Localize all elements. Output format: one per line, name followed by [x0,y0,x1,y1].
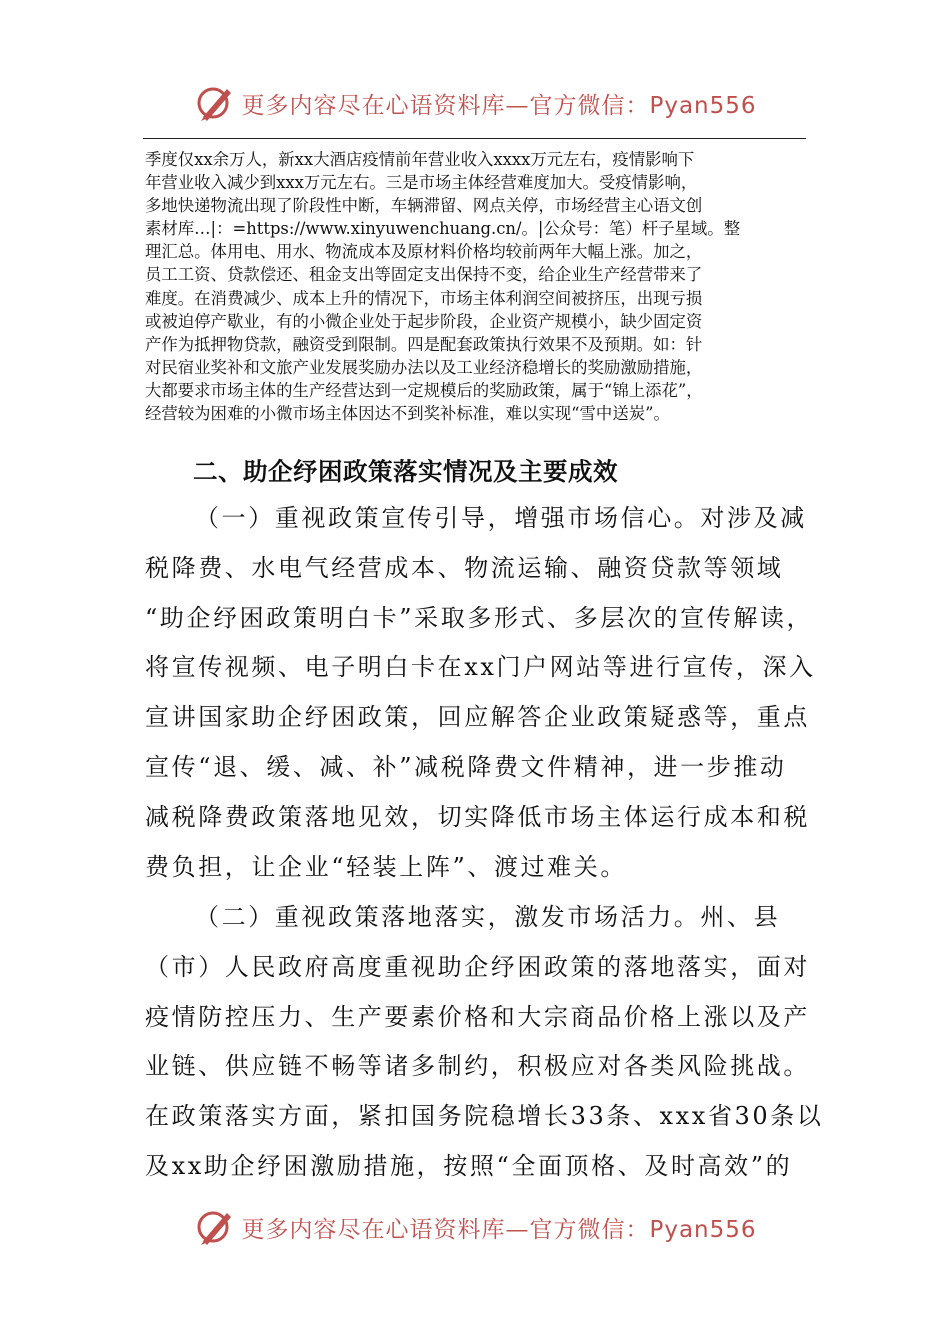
text-line: （二）重视政策落地落实，激发市场活力。州、县 [195,903,781,931]
text-line: 税降费、水电气经营成本、物流运输、融资贷款等领域 [145,553,784,582]
text-line: 大都要求市场主体的生产经营达到一定规模后的奖励政策，属于“锦上添花”， [145,380,703,400]
text-line: 产作为抵押物贷款，融资受到限制。四是配套政策执行效果不及预期。如：针 [145,334,703,354]
text-line: 难度。在消费减少、成本上升的情况下，市场主体利润空间被挤压，出现亏损 [145,288,703,308]
text-line: 业链、供应链不畅等诸多制约，积极应对各类风险挑战。 [145,1052,810,1081]
text-line: “助企纾困政策明白卡”采取多形式、多层次的宣传解读， [145,603,814,632]
text-line: 宣传“退、缓、减、补”减税降费文件精神，进一步推动 [145,752,787,781]
header-divider [143,138,806,139]
banner-text: 更多内容尽在心语资料库—官方微信：Pyan556 [241,92,757,119]
text-line: 素材库…|：=https://www.xinyuwenchuang.cn/。|公众号：笔）杆子星域。整 [145,219,741,239]
text-line: 费负担，让企业“轻装上阵”、渡过难关。 [145,852,627,881]
pen-logo-icon [193,1205,237,1249]
text-line: 疫情防控压力、生产要素价格和大宗商品价格上涨以及产 [145,1002,810,1031]
pen-logo-icon [193,81,237,125]
text-line: 理汇总。体用电、用水、物流成本及原材料价格均较前两年大幅上涨。加之， [145,242,703,262]
text-line: 及xx助企纾困激励措施，按照“全面顶格、及时高效”的 [145,1151,793,1180]
footer-banner [0,1202,950,1252]
section-heading: 二、助企纾困政策落实情况及主要成效 [193,457,618,486]
text-line: 减税降费政策落地见效，切实降低市场主体运行成本和税 [145,802,810,831]
text-line: （一）重视政策宣传引导，增强市场信心。对涉及减 [195,504,807,532]
header-banner [0,78,950,128]
text-line: 宣讲国家助企纾困政策，回应解答企业政策疑惑等，重点 [145,703,810,732]
continued-paragraph [145,148,810,425]
text-line: 多地快递物流出现了阶段性中断，车辆滞留、网点关停，市场经营主心语文创 [145,196,703,216]
text-line: 经营较为困难的小微市场主体因达不到奖补标准，难以实现“雪中送炭”。 [145,404,670,424]
text-line: 或被迫停产歇业，有的小微企业处于起步阶段，企业资产规模小，缺少固定资 [145,311,703,331]
text-line: 在政策落实方面，紧扣国务院稳增长33条、xxx省30条以 [145,1102,824,1131]
paragraph-1 [145,494,816,892]
text-line: （市）人民政府高度重视助企纾困政策的落地落实，面对 [145,952,810,981]
text-line: 将宣传视频、电子明白卡在xx门户网站等进行宣传，深入 [145,653,816,682]
banner-text: 更多内容尽在心语资料库—官方微信：Pyan556 [241,1216,757,1243]
text-line: 季度仅xx余万人，新xx大酒店疫情前年营业收入xxxx万元左右，疫情影响下 [145,150,695,169]
paragraph-2 [145,893,824,1192]
text-line: 年营业收入减少到xxx万元左右。三是市场主体经营难度加大。受疫情影响， [145,173,698,193]
text-line: 对民宿业奖补和文旅产业发展奖励办法以及工业经济稳增长的奖励激励措施， [145,357,703,377]
text-line: 员工工资、贷款偿还、租金支出等固定支出保持不变，给企业生产经营带来了 [145,265,703,285]
